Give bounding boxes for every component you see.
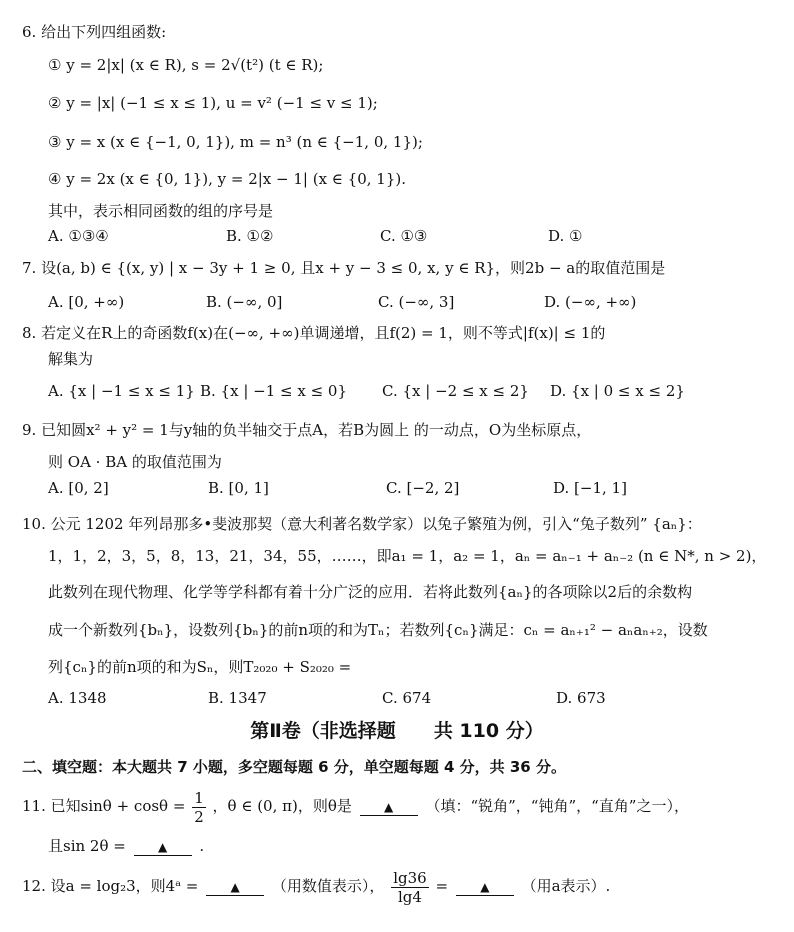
q6-item-4: ④ y = 2x (x ∈ {0, 1}), y = 2|x − 1| (x ∈ {0, 1}). <box>48 170 407 188</box>
q11-line2-suffix: . <box>199 837 205 855</box>
q8-option-c: C. {x | −2 ≤ x ≤ 2} <box>382 382 529 400</box>
q10-option-d: D. 673 <box>556 689 606 707</box>
q8-stem-2: 解集为 <box>48 350 94 368</box>
section-title: 第Ⅱ卷（非选择题 共 110 分） <box>250 720 544 742</box>
q6-stem: 6. 给出下列四组函数: <box>22 23 167 41</box>
q11-suffix: （填：“锐角”，“钝角”，“直角”之一）， <box>425 797 689 815</box>
q12-frac-den: lg4 <box>397 887 422 906</box>
q8-option-a: A. {x | −1 ≤ x ≤ 1} <box>48 382 195 400</box>
q6-item-1: ① y = 2|x| (x ∈ R), s = 2√(t²) (t ∈ R); <box>48 56 324 74</box>
q7-options <box>48 292 748 314</box>
q7-stem: 7. 设(a, b) ∈ {(x, y) | x − 3y + 1 ≥ 0, 且x + y − 3 ≤ 0, x, y ∈ R}，则2b − a的取值范围是 <box>22 259 666 277</box>
section-heading: 二、填空题：本大题共 7 小题，多空题每题 6 分，单空题每题 4 分，共 36 分。 <box>22 758 566 776</box>
q10-options <box>48 688 748 710</box>
q8-options <box>48 381 768 403</box>
q11-frac-num: 1 <box>194 788 204 807</box>
q10-option-b: B. 1347 <box>208 689 267 707</box>
q8-option-d: D. {x | 0 ≤ x ≤ 2} <box>550 382 685 400</box>
q11-middle: ，θ ∈ (0, π)，则θ是 <box>212 797 352 815</box>
q11-line-1 <box>22 786 689 826</box>
q9-option-b: B. [0, 1] <box>208 479 269 497</box>
q8-option-b: B. {x | −1 ≤ x ≤ 0} <box>200 382 348 400</box>
q12-line <box>22 866 610 906</box>
q6-option-a: A. ①③④ <box>48 227 109 245</box>
q6-item-3: ③ y = x (x ∈ {−1, 0, 1}), m = n³ (n ∈ {−1, 0, 1}); <box>48 133 423 151</box>
q12-middle: （用数值表示）， <box>271 877 385 895</box>
q11-answer-blank-2[interactable]: ▲ <box>134 839 192 856</box>
q10-line-1: 10. 公元 1202 年列昂那多•斐波那契（意大利著名数学家）以兔子繁殖为例，引入“兔子数列” {aₙ}： <box>22 515 702 533</box>
q10-option-a: A. 1348 <box>48 689 107 707</box>
q11-answer-blank-1[interactable]: ▲ <box>360 799 418 816</box>
q12-answer-blank-2[interactable]: ▲ <box>456 879 514 896</box>
q12-fraction <box>391 869 429 906</box>
q10-line-5: 列{cₙ}的前n项的和为Sₙ，则T₂₀₂₀ + S₂₀₂₀ = <box>48 658 352 676</box>
q9-stem: 9. 已知圆x² + y² = 1与y轴的负半轴交于点A，若B为圆上 的一动点，O为坐标原点， <box>22 421 592 439</box>
q7-option-c: C. (−∞, 3] <box>378 293 455 311</box>
q9-stem-2: 则 OA · BA 的取值范围为 <box>48 453 222 471</box>
q6-item-2: ② y = |x| (−1 ≤ x ≤ 1), u = v² (−1 ≤ v ≤ 1); <box>48 94 378 112</box>
q6-option-c: C. ①③ <box>380 227 428 245</box>
q12-answer-blank-1[interactable]: ▲ <box>206 879 264 896</box>
q11-line2-prefix: 且sin 2θ = <box>48 837 126 855</box>
q11-line-2 <box>48 836 204 856</box>
q12-suffix: （用a表示）. <box>521 877 611 895</box>
q10-option-c: C. 674 <box>382 689 432 707</box>
q9-option-c: C. [−2, 2] <box>386 479 460 497</box>
q10-line-3: 此数列在现代物理、化学等学科都有着十分广泛的应用．若将此数列{aₙ}的各项除以2后的余数构 <box>48 583 693 601</box>
q6-option-b: B. ①② <box>226 227 274 245</box>
q7-option-d: D. (−∞, +∞) <box>544 293 637 311</box>
q7-option-a: A. [0, +∞) <box>48 293 125 311</box>
q11-frac-den: 2 <box>194 807 204 826</box>
q6-ask: 其中，表示相同函数的组的序号是 <box>48 202 274 220</box>
q10-line-4: 成一个新数列{bₙ}，设数列{bₙ}的前n项的和为Tₙ；若数列{cₙ}满足：cₙ = aₙ₊₁² − aₙaₙ₊₂，设数 <box>48 621 708 639</box>
q11-fraction <box>192 789 206 826</box>
q9-option-d: D. [−1, 1] <box>553 479 627 497</box>
q11-prefix: 11. 已知sinθ + cosθ = <box>22 797 186 815</box>
q8-stem: 8. 若定义在R上的奇函数f(x)在(−∞, +∞)单调递增，且f(2) = 1，则不等式|f(x)| ≤ 1的 <box>22 324 606 342</box>
q9-option-a: A. [0, 2] <box>48 479 109 497</box>
q10-line-2: 1，1，2，3，5，8，13，21，34，55，……，即a₁ = 1，a₂ = 1，aₙ = aₙ₋₁ + aₙ₋₂ (n ∈ N*, n > 2)， <box>48 547 767 565</box>
q7-option-b: B. (−∞, 0] <box>206 293 283 311</box>
q9-options <box>48 478 748 500</box>
q12-frac-num: lg36 <box>393 868 427 887</box>
q6-option-d: D. ① <box>548 227 583 245</box>
q12-equals: = <box>435 877 449 895</box>
q12-prefix: 12. 设a = log₂3，则4ᵃ = <box>22 877 199 895</box>
q6-options <box>48 226 748 248</box>
